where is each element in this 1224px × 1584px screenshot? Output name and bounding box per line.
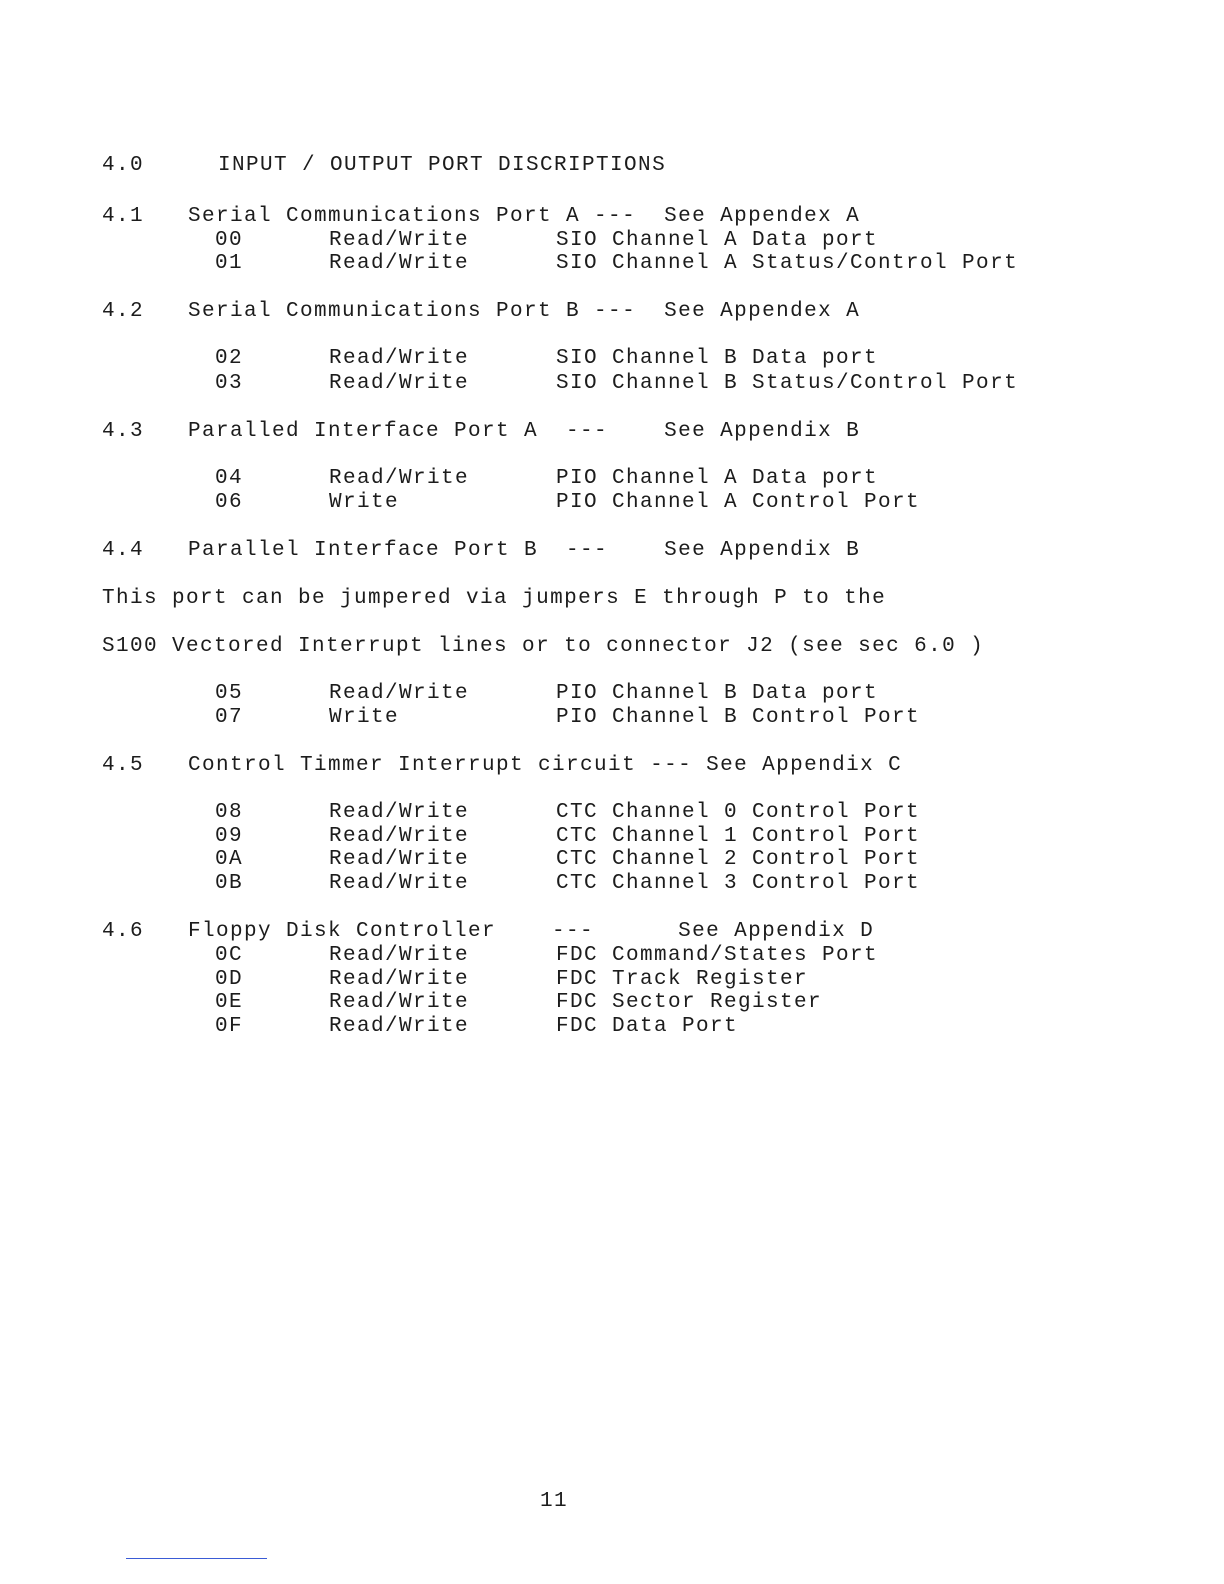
section-heading: Serial Communications Port B --- See Appendex A	[188, 300, 861, 323]
section-number: 4.3	[102, 420, 145, 443]
port-access: Read/Write	[329, 347, 470, 370]
port-address: 0D	[215, 968, 244, 991]
section-number: 4.5	[102, 754, 145, 777]
port-access: Read/Write	[329, 801, 470, 824]
body-paragraph-line: This port can be jumpered via jumpers E through P to the	[102, 587, 887, 610]
port-access: Read/Write	[329, 467, 470, 490]
port-address: 0C	[215, 944, 244, 967]
port-description: FDC Command/States Port	[556, 944, 879, 967]
section-number: 4.4	[102, 539, 145, 562]
port-address: 05	[215, 682, 244, 705]
port-description: CTC Channel 2 Control Port	[556, 848, 921, 871]
port-description: SIO Channel A Status/Control Port	[556, 252, 1019, 275]
section-heading: Floppy Disk Controller --- See Appendix D	[188, 920, 875, 943]
port-access: Read/Write	[329, 229, 470, 252]
port-description: SIO Channel A Data port	[556, 229, 879, 252]
port-description: FDC Data Port	[556, 1015, 739, 1038]
footer-rule	[126, 1558, 267, 1559]
port-access: Read/Write	[329, 872, 470, 895]
port-access: Read/Write	[329, 372, 470, 395]
section-number: 4.2	[102, 300, 145, 323]
port-access: Read/Write	[329, 1015, 470, 1038]
body-paragraph-line: S100 Vectored Interrupt lines or to connector J2 (see sec 6.0 )	[102, 635, 985, 658]
port-access: Read/Write	[329, 252, 470, 275]
section-heading: Serial Communications Port A --- See Appendex A	[188, 205, 861, 228]
section-number: 4.6	[102, 920, 145, 943]
port-address: 0A	[215, 848, 244, 871]
port-access: Read/Write	[329, 944, 470, 967]
port-address: 03	[215, 372, 244, 395]
port-address: 0F	[215, 1015, 244, 1038]
port-description: CTC Channel 0 Control Port	[556, 801, 921, 824]
port-description: PIO Channel B Data port	[556, 682, 879, 705]
port-address: 01	[215, 252, 244, 275]
port-description: SIO Channel B Data port	[556, 347, 879, 370]
port-address: 0B	[215, 872, 244, 895]
port-access: Read/Write	[329, 968, 470, 991]
section-number: 4.1	[102, 205, 145, 228]
section-heading: Control Timmer Interrupt circuit --- See Appendix C	[188, 754, 903, 777]
port-access: Read/Write	[329, 848, 470, 871]
port-description: PIO Channel B Control Port	[556, 706, 921, 729]
port-description: PIO Channel A Control Port	[556, 491, 921, 514]
port-access: Write	[329, 491, 400, 514]
port-description: CTC Channel 1 Control Port	[556, 825, 921, 848]
port-address: 07	[215, 706, 244, 729]
port-access: Read/Write	[329, 825, 470, 848]
port-access: Read/Write	[329, 682, 470, 705]
port-address: 09	[215, 825, 244, 848]
port-address: 00	[215, 229, 244, 252]
page-number: 11	[540, 1490, 569, 1513]
title-number: 4.0	[102, 154, 145, 177]
port-access: Read/Write	[329, 991, 470, 1014]
port-description: CTC Channel 3 Control Port	[556, 872, 921, 895]
port-address: 0E	[215, 991, 244, 1014]
port-description: SIO Channel B Status/Control Port	[556, 372, 1019, 395]
port-access: Write	[329, 706, 400, 729]
port-address: 08	[215, 801, 244, 824]
port-address: 04	[215, 467, 244, 490]
port-description: FDC Sector Register	[556, 991, 823, 1014]
port-address: 06	[215, 491, 244, 514]
port-address: 02	[215, 347, 244, 370]
section-heading: Parallel Interface Port B --- See Appendix B	[188, 539, 861, 562]
port-description: PIO Channel A Data port	[556, 467, 879, 490]
section-heading: Paralled Interface Port A --- See Appendix B	[188, 420, 861, 443]
port-description: FDC Track Register	[556, 968, 809, 991]
page-title: INPUT / OUTPUT PORT DISCRIPTIONS	[218, 154, 667, 177]
